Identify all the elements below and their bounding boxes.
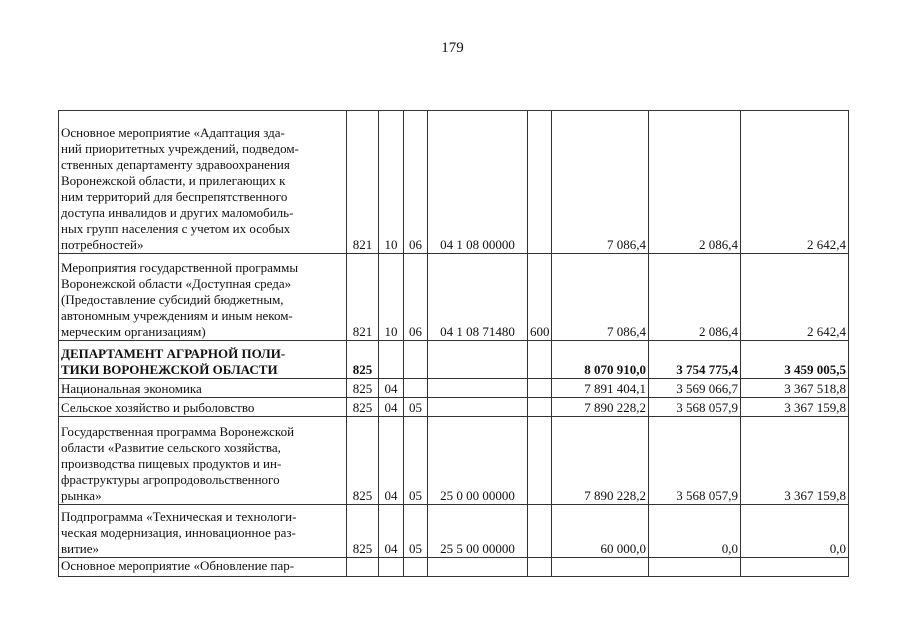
sum-year-3 [741, 558, 849, 577]
sum-year-1: 7 086,4 [552, 254, 649, 341]
sum-year-1: 7 086,4 [552, 111, 649, 254]
row-name: Сельское хозяйство и рыболовство [59, 398, 347, 417]
expense-type [528, 111, 552, 254]
sum-year-2: 0,0 [649, 505, 741, 558]
row-name: Национальная экономика [59, 379, 347, 398]
ministry-code: 825 [347, 379, 379, 398]
table-row [59, 254, 849, 341]
subsection-code: 05 [404, 417, 428, 505]
target-code: 25 0 00 00000 [428, 417, 528, 505]
table-row [59, 398, 849, 417]
sum-year-3: 3 367 159,8 [741, 398, 849, 417]
table-row [59, 341, 849, 379]
sum-year-2: 3 568 057,9 [649, 417, 741, 505]
target-code [428, 341, 528, 379]
section-code: 04 [379, 379, 404, 398]
ministry-code: 825 [347, 341, 379, 379]
section-code [379, 558, 404, 577]
subsection-code: 06 [404, 254, 428, 341]
subsection-code: 05 [404, 398, 428, 417]
sum-year-2: 2 086,4 [649, 111, 741, 254]
row-name: Основное мероприятие «Адаптация зда- ний приоритетных учреждений, подведом- ственных департаменту здравоохранения Воронежской области, и прилегающих к ним территорий для беспрепятственного доступа инвалидов и других маломобиль- ных групп населения с учетом их особых потребностей» [59, 111, 347, 254]
target-code [428, 398, 528, 417]
sum-year-3: 3 367 518,8 [741, 379, 849, 398]
sum-year-3: 0,0 [741, 505, 849, 558]
expense-type [528, 558, 552, 577]
sum-year-1: 7 890 228,2 [552, 398, 649, 417]
section-code: 10 [379, 254, 404, 341]
subsection-code [404, 341, 428, 379]
sum-year-3: 3 459 005,5 [741, 341, 849, 379]
ministry-code: 825 [347, 398, 379, 417]
target-code: 04 1 08 71480 [428, 254, 528, 341]
table-row [59, 505, 849, 558]
subsection-code: 05 [404, 505, 428, 558]
sum-year-2: 3 754 775,4 [649, 341, 741, 379]
expense-type [528, 379, 552, 398]
expense-type: 600 [528, 254, 552, 341]
row-name: Подпрограмма «Техническая и технологи- ческая модернизация, инновационное раз- витие» [59, 505, 347, 558]
section-code: 04 [379, 398, 404, 417]
ministry-code: 825 [347, 505, 379, 558]
row-name: Мероприятия государственной программы Воронежской области «Доступная среда» (Предоставление субсидий бюджетным, автономным учреждениям и иным неком- мерческим организациям) [59, 254, 347, 341]
section-code [379, 341, 404, 379]
sum-year-2: 3 569 066,7 [649, 379, 741, 398]
sum-year-3: 2 642,4 [741, 111, 849, 254]
section-code: 04 [379, 505, 404, 558]
sum-year-1 [552, 558, 649, 577]
sum-year-1: 7 891 404,1 [552, 379, 649, 398]
target-code: 04 1 08 00000 [428, 111, 528, 254]
sum-year-1: 7 890 228,2 [552, 417, 649, 505]
sum-year-2: 3 568 057,9 [649, 398, 741, 417]
table-row [59, 111, 849, 254]
target-code [428, 558, 528, 577]
target-code [428, 379, 528, 398]
sum-year-3: 3 367 159,8 [741, 417, 849, 505]
row-name: Государственная программа Воронежской области «Развитие сельского хозяйства, производства пищевых продуктов и ин- фраструктуры агропродовольственного рынка» [59, 417, 347, 505]
ministry-code: 825 [347, 417, 379, 505]
target-code: 25 5 00 00000 [428, 505, 528, 558]
sum-year-1: 60 000,0 [552, 505, 649, 558]
sum-year-3: 2 642,4 [741, 254, 849, 341]
page-number: 179 [441, 40, 464, 56]
expense-type [528, 505, 552, 558]
budget-table [58, 110, 849, 577]
sum-year-1: 8 070 910,0 [552, 341, 649, 379]
expense-type [528, 398, 552, 417]
row-name: Основное мероприятие «Обновление пар- [59, 558, 347, 577]
expense-type [528, 341, 552, 379]
expense-type [528, 417, 552, 505]
row-name: ДЕПАРТАМЕНТ АГРАРНОЙ ПОЛИ- ТИКИ ВОРОНЕЖСКОЙ ОБЛАСТИ [59, 341, 347, 379]
subsection-code [404, 379, 428, 398]
table-row [59, 379, 849, 398]
ministry-code: 821 [347, 254, 379, 341]
section-code: 04 [379, 417, 404, 505]
ministry-code [347, 558, 379, 577]
subsection-code: 06 [404, 111, 428, 254]
ministry-code: 821 [347, 111, 379, 254]
sum-year-2: 2 086,4 [649, 254, 741, 341]
table-row [59, 558, 849, 577]
subsection-code [404, 558, 428, 577]
sum-year-2 [649, 558, 741, 577]
table-row [59, 417, 849, 505]
section-code: 10 [379, 111, 404, 254]
